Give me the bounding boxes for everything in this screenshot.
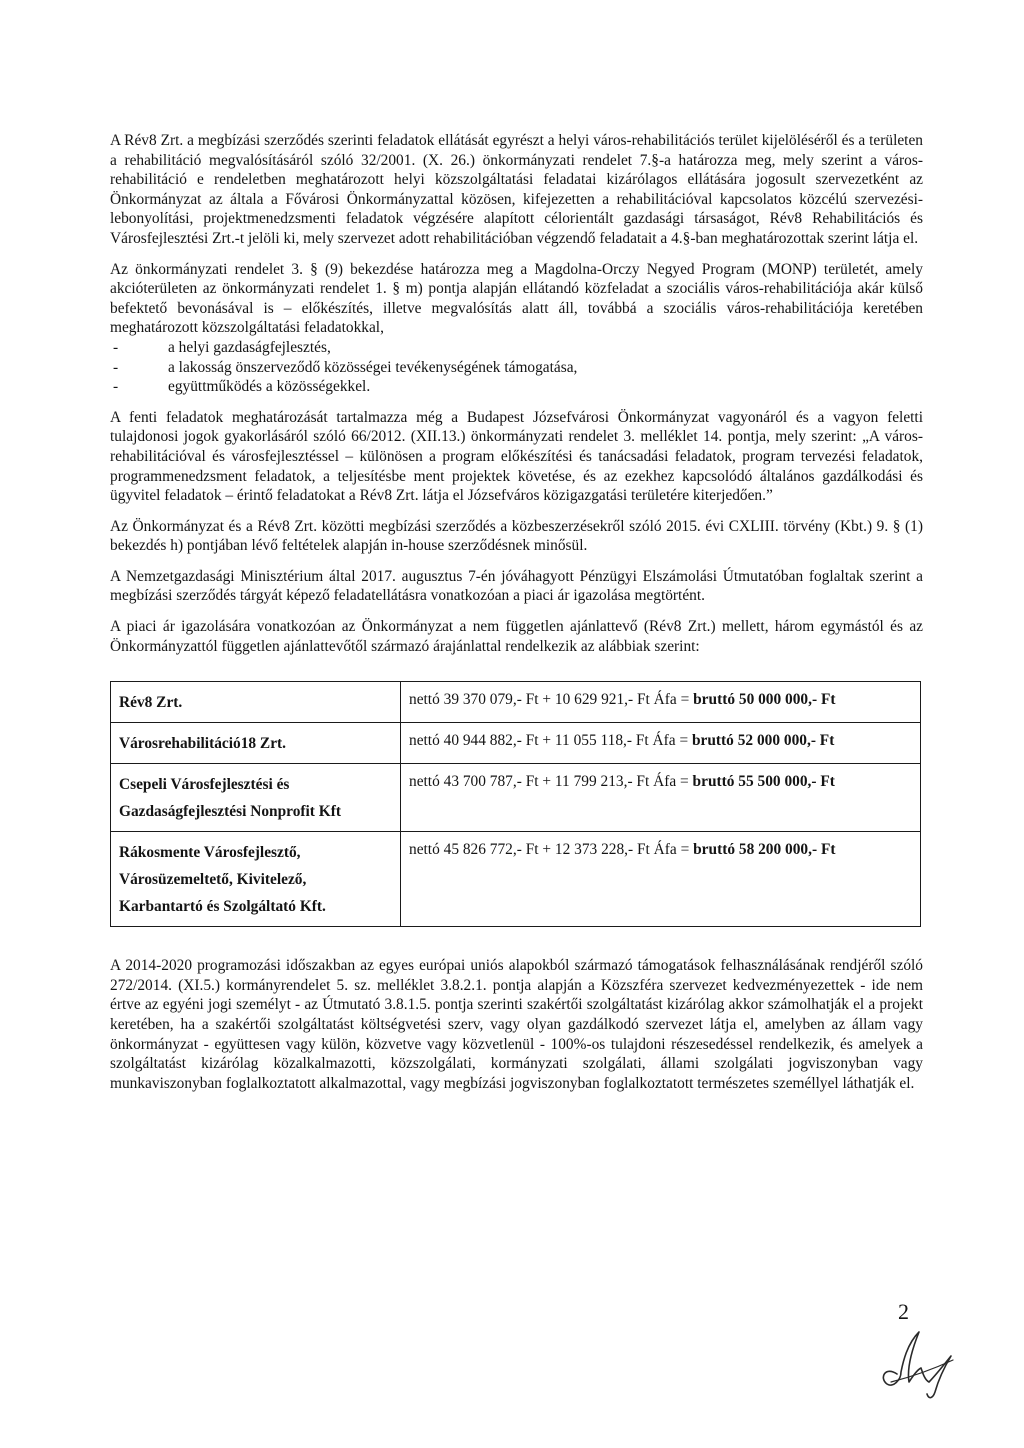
dash-bullet: -: [113, 338, 119, 356]
paragraph: A piaci ár igazolására vonatkozóan az Önkormányzat a nem független ajánlattevő (Rév8 Zrt.) mellett, három egymástól és az Önkormányzattól független ajánlattevőtől származó árajánlattal rendelkezik az alábbiak szerint:: [110, 618, 923, 655]
list-item: - együttműködés a közösségekkel.: [113, 378, 371, 396]
company-name: Rákosmente Városfejlesztő, Városüzemeltető, Kivitelező, Karbantartó és Szolgáltató Kft.: [111, 832, 401, 927]
paragraph: A 2014-2020 programozási időszakban az egyes európai uniós alapokból származó támogatások felhasználásának rendjéről szóló 272/2014. (XI.5.) kormányrendelet 5. sz. melléklet 3.8.2.1. pontja alapján a Közszféra szervezet kedvezményezettek - ide nem értve az egyéni jogi személyt - az Útmutató 3.8.1.5. pontja szerinti szakértői szolgáltatást kizárólag akkor számolhatják el a projekt keretében, ha a szakértői szolgáltatást költségvetési szerv, vagy olyan gazdálkodó szervezet látja el, amelyben az állam vagy önkormányzat - együttesen vagy külön, közvetve vagy közvetlenül - 100%-os tulajdoni részesedéssel rendelkezik, és amelyek a szolgáltatást kizárólag közalkalmazotti, közszolgálati, kormányzati szolgálati, állami szolgálati jogviszonyban vagy munkaviszonyban foglalkoztatott alkalmazottal, vagy megbízási jogviszonyban foglalkoztatott természetes személlyel láthatják el.: [110, 957, 923, 1092]
offer-price: nettó 43 700 787,- Ft + 11 799 213,- Ft Áfa = bruttó 55 500 000,- Ft: [401, 764, 921, 832]
page-number: 2: [898, 1299, 909, 1324]
table-row: [111, 764, 921, 832]
offer-price: nettó 40 944 882,- Ft + 11 055 118,- Ft Áfa = bruttó 52 000 000,- Ft: [401, 723, 921, 764]
dash-bullet: -: [113, 358, 119, 376]
handwritten-initials-icon: [855, 1322, 965, 1402]
offer-price: nettó 39 370 079,- Ft + 10 629 921,- Ft Áfa = bruttó 50 000 000,- Ft: [401, 682, 921, 723]
paragraph: Az önkormányzati rendelet 3. § (9) bekezdése határozza meg a Magdolna-Orczy Negyed Program (MONP) területét, amely akcióterületen az önkormányzati rendelet 1. § m) pontja alapján ellátandó közfeladat a szociális város-rehabilitációja akár külső befektető bevonásával is – előkészítés, illetve megvalósítás alatt áll, továbbá a szociális város-rehabilitációja keretében meghatározott közszolgáltatási feladatokkal,: [110, 260, 923, 337]
paragraph: A Nemzetgazdasági Minisztérium által 2017. augusztus 7-én jóváhagyott Pénzügyi Elszámolási Útmutatóban foglaltak szerint a megbízási szerződés tárgyát képező feladatellátásra vonatkozóan a piaci ár igazolása megtörtént.: [110, 567, 923, 605]
paragraph: A Rév8 Zrt. a megbízási szerződés szerinti feladatok ellátását egyrészt a helyi város-rehabilitációs terület kijelöléséről és a területen a rehabilitáció megvalósításáról szóló 32/2001. (X. 26.) önkormányzati rendelet 7.§-a határozza meg, mely szerint a város-rehabilitáció e rendeletben meghatározott helyi közszolgáltatási feladatai kizárólagos ellátására jogosult szervezetként az Önkormányzat az általa a Fővárosi Önkormányzattal közösen, kifejezetten a rehabilitációval kapcsolatos közcélú szervezési-lebonyolítási, projektmenedzsmenti feladatok végzésére alapított célorientált gazdasági társaságot, Rév8 Rehabilitációs és Városfejlesztési Zrt.-t jelöli ki, mely szervezet adott rehabilitációban végzendő feladatait a 4.§-ban meghatározottak szerint látja el.: [110, 132, 923, 247]
company-name: Csepeli Városfejlesztési és Gazdaságfejlesztési Nonprofit Kft: [111, 764, 401, 832]
table-row: [111, 682, 921, 723]
table-row: [111, 723, 921, 764]
list-item: - a helyi gazdaságfejlesztés,: [113, 338, 331, 356]
dash-bullet: -: [113, 378, 119, 396]
price-offers-table: [110, 681, 921, 927]
list-item: - a lakosság önszerveződő közösségei tevékenységének támogatása,: [113, 358, 578, 376]
company-name: Városrehabilitáció18 Zrt.: [111, 723, 401, 764]
document-body: [110, 131, 923, 1104]
paragraph: A fenti feladatok meghatározását tartalmazza még a Budapest Józsefvárosi Önkormányzat vagyonáról és a vagyon feletti tulajdonosi jogok gyakorlásáról szóló 66/2012. (XII.13.) önkormányzati rendelet 3. melléklet 14. pontja, mely szerint: „A város-rehabilitációval és városfejlesztéssel – különösen a program előkészítési és tanácsadási feladatok, program tervezési feladatok, programmenedzsment feladatok, a teljesítésbe ment projektek követése, és az ezekhez kapcsolódó általános gazdálkodási és ügyvitel feladatok – érintő feladatokat a Rév8 Zrt. látja el Józsefváros közigazgatási területére kiterjedően.”: [110, 408, 923, 505]
offer-price: nettó 45 826 772,- Ft + 12 373 228,- Ft Áfa = bruttó 58 200 000,- Ft: [401, 832, 921, 927]
task-list: [110, 338, 923, 397]
table-row: [111, 832, 921, 927]
paragraph: Az Önkormányzat és a Rév8 Zrt. közötti megbízási szerződés a közbeszerzésekről szóló 2015. évi CXLIII. törvény (Kbt.) 9. § (1) bekezdés h) pontjában lévő feltételek alapján in-house szerződésnek minősül.: [110, 517, 923, 555]
company-name: Rév8 Zrt.: [111, 682, 401, 723]
